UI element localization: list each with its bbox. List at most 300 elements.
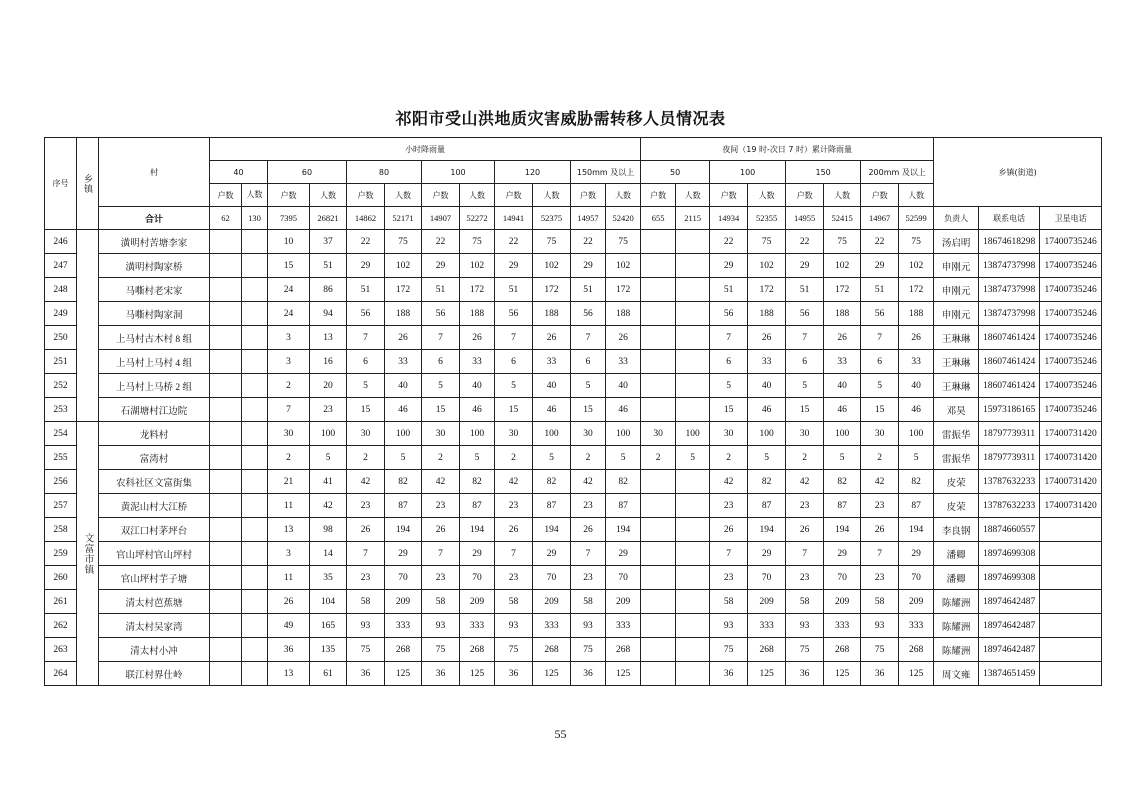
night-level-header: 150 (786, 161, 861, 184)
table-cell: 125 (533, 662, 571, 686)
table-cell (641, 590, 676, 614)
table-cell: 29 (495, 254, 533, 278)
person-in-charge: 邓昊 (934, 398, 979, 422)
table-cell: 75 (571, 638, 606, 662)
phone-number: 18607461424 (979, 326, 1040, 350)
table-cell: 6 (710, 350, 748, 374)
table-cell: 33 (824, 350, 861, 374)
table-cell: 29 (748, 542, 786, 566)
total-cell: 7395 (268, 207, 310, 230)
people-header: 人数 (242, 184, 268, 207)
table-cell: 172 (460, 278, 495, 302)
total-cell: 52599 (899, 207, 934, 230)
table-cell: 22 (422, 230, 460, 254)
table-cell: 46 (824, 398, 861, 422)
table-cell: 87 (899, 494, 934, 518)
phone-number: 13874737998 (979, 278, 1040, 302)
phone-number: 13787632233 (979, 470, 1040, 494)
table-cell (676, 542, 710, 566)
table-cell (641, 662, 676, 686)
village-name: 联江村界仕岭 (99, 662, 210, 686)
table-cell: 7 (571, 542, 606, 566)
table-cell: 188 (385, 302, 422, 326)
table-cell: 125 (606, 662, 641, 686)
person-in-charge: 申刚元 (934, 254, 979, 278)
table-cell: 40 (533, 374, 571, 398)
table-cell: 51 (495, 278, 533, 302)
table-cell: 194 (899, 518, 934, 542)
total-cell: 655 (641, 207, 676, 230)
phone-number: 18874660557 (979, 518, 1040, 542)
table-cell (641, 278, 676, 302)
phone-number: 18974642487 (979, 638, 1040, 662)
table-cell (242, 590, 268, 614)
table-cell: 35 (310, 566, 347, 590)
night-level-header: 100 (710, 161, 786, 184)
person-in-charge: 陈耀洲 (934, 590, 979, 614)
table-cell (676, 374, 710, 398)
table-cell: 2 (268, 446, 310, 470)
table-cell: 209 (385, 590, 422, 614)
table-cell: 23 (710, 494, 748, 518)
table-cell: 23 (422, 566, 460, 590)
row-number: 247 (45, 254, 77, 278)
table-cell: 33 (748, 350, 786, 374)
row-number: 263 (45, 638, 77, 662)
table-cell: 165 (310, 614, 347, 638)
total-cell: 52420 (606, 207, 641, 230)
table-cell: 75 (786, 638, 824, 662)
phone-number: 18797739311 (979, 422, 1040, 446)
total-cell: 52355 (748, 207, 786, 230)
table-cell: 51 (347, 278, 385, 302)
table-cell: 100 (676, 422, 710, 446)
table-cell: 56 (861, 302, 899, 326)
table-cell: 75 (748, 230, 786, 254)
table-cell: 93 (710, 614, 748, 638)
table-cell: 29 (571, 254, 606, 278)
phone-number: 15973186165 (979, 398, 1040, 422)
table-cell (242, 302, 268, 326)
table-cell: 26 (268, 590, 310, 614)
table-cell (210, 638, 242, 662)
table-cell: 51 (861, 278, 899, 302)
table-cell (676, 518, 710, 542)
person-in-charge: 皮荣 (934, 470, 979, 494)
table-cell: 16 (310, 350, 347, 374)
row-number: 248 (45, 278, 77, 302)
person-in-charge: 潘卿 (934, 566, 979, 590)
row-number: 246 (45, 230, 77, 254)
person-in-charge: 潘卿 (934, 542, 979, 566)
table-cell: 268 (606, 638, 641, 662)
table-cell: 51 (571, 278, 606, 302)
phone-number: 13874651459 (979, 662, 1040, 686)
table-cell: 22 (495, 230, 533, 254)
table-cell (242, 614, 268, 638)
table-cell (242, 398, 268, 422)
hourly-level-header: 80 (347, 161, 422, 184)
table-cell: 23 (710, 566, 748, 590)
table-cell: 58 (347, 590, 385, 614)
table-cell: 23 (861, 494, 899, 518)
table-cell: 26 (899, 326, 934, 350)
table-cell: 268 (748, 638, 786, 662)
table-cell: 268 (385, 638, 422, 662)
table-cell: 56 (786, 302, 824, 326)
table-cell (641, 326, 676, 350)
table-cell (210, 422, 242, 446)
table-cell (242, 542, 268, 566)
person-in-charge-header: 负责人 (934, 207, 979, 230)
table-cell: 82 (748, 470, 786, 494)
table-cell: 26 (385, 326, 422, 350)
table-cell: 5 (899, 446, 934, 470)
table-cell: 29 (533, 542, 571, 566)
table-cell (676, 494, 710, 518)
person-in-charge: 汤启明 (934, 230, 979, 254)
table-cell: 102 (460, 254, 495, 278)
table-cell: 87 (824, 494, 861, 518)
sat-phone-number: 17400735246 (1040, 302, 1102, 326)
table-cell: 188 (824, 302, 861, 326)
table-cell: 42 (861, 470, 899, 494)
table-cell: 2 (347, 446, 385, 470)
table-cell (676, 230, 710, 254)
table-cell: 61 (310, 662, 347, 686)
table-cell: 30 (422, 422, 460, 446)
table-cell: 21 (268, 470, 310, 494)
table-cell: 29 (385, 542, 422, 566)
table-cell: 56 (347, 302, 385, 326)
table-cell: 75 (606, 230, 641, 254)
table-cell: 30 (786, 422, 824, 446)
row-number: 250 (45, 326, 77, 350)
person-in-charge: 雷振华 (934, 446, 979, 470)
table-cell: 100 (533, 422, 571, 446)
table-row (45, 254, 1102, 278)
table-cell (210, 302, 242, 326)
table-cell: 75 (385, 230, 422, 254)
table-cell (210, 446, 242, 470)
person-in-charge: 王琳琳 (934, 326, 979, 350)
table-cell: 29 (899, 542, 934, 566)
township-cell-2: 文富市镇 (77, 422, 99, 686)
table-cell: 30 (495, 422, 533, 446)
table-cell: 102 (385, 254, 422, 278)
table-cell: 70 (824, 566, 861, 590)
table-cell (242, 230, 268, 254)
village-name: 石湖塘村江边院 (99, 398, 210, 422)
village-header: 村 (99, 138, 210, 207)
table-cell: 5 (710, 374, 748, 398)
table-row (45, 230, 1102, 254)
table-row (45, 422, 1102, 446)
table-cell (676, 350, 710, 374)
table-cell: 30 (347, 422, 385, 446)
phone-number: 18974699308 (979, 542, 1040, 566)
households-header: 户数 (861, 184, 899, 207)
phone-number: 18797739311 (979, 446, 1040, 470)
table-cell (242, 518, 268, 542)
table-cell: 5 (347, 374, 385, 398)
table-cell: 41 (310, 470, 347, 494)
table-cell: 46 (460, 398, 495, 422)
table-cell (676, 590, 710, 614)
table-cell: 209 (824, 590, 861, 614)
table-cell (242, 350, 268, 374)
night-rainfall-header: 夜间（19 时-次日 7 时）累计降雨量 (641, 138, 934, 161)
table-cell: 23 (571, 494, 606, 518)
person-in-charge: 王琳琳 (934, 374, 979, 398)
table-cell (242, 278, 268, 302)
table-cell: 333 (824, 614, 861, 638)
table-cell: 268 (824, 638, 861, 662)
table-cell: 51 (786, 278, 824, 302)
village-name: 龙料村 (99, 422, 210, 446)
table-cell: 15 (710, 398, 748, 422)
table-cell: 51 (710, 278, 748, 302)
table-cell: 2 (422, 446, 460, 470)
table-cell (676, 614, 710, 638)
table-cell: 268 (460, 638, 495, 662)
table-cell: 58 (861, 590, 899, 614)
table-cell: 93 (347, 614, 385, 638)
table-cell: 82 (899, 470, 934, 494)
table-row (45, 470, 1102, 494)
households-header: 户数 (571, 184, 606, 207)
table-cell: 6 (422, 350, 460, 374)
table-cell (210, 254, 242, 278)
table-cell (210, 494, 242, 518)
table-cell: 40 (899, 374, 934, 398)
table-cell (641, 230, 676, 254)
table-cell: 26 (748, 326, 786, 350)
table-cell (210, 470, 242, 494)
table-cell: 29 (861, 254, 899, 278)
table-cell (210, 518, 242, 542)
table-cell (210, 662, 242, 686)
table-cell (641, 542, 676, 566)
table-cell: 36 (710, 662, 748, 686)
table-cell: 188 (606, 302, 641, 326)
table-cell (242, 638, 268, 662)
total-cell: 2115 (676, 207, 710, 230)
sat-phone-number (1040, 566, 1102, 590)
table-cell: 70 (748, 566, 786, 590)
table-cell: 29 (347, 254, 385, 278)
table-cell: 14 (310, 542, 347, 566)
table-cell (676, 470, 710, 494)
table-cell: 56 (495, 302, 533, 326)
person-in-charge: 李良钢 (934, 518, 979, 542)
table-cell: 75 (899, 230, 934, 254)
person-in-charge: 陈耀洲 (934, 638, 979, 662)
table-row (45, 326, 1102, 350)
table-cell: 87 (533, 494, 571, 518)
people-header: 人数 (748, 184, 786, 207)
table-cell: 75 (347, 638, 385, 662)
sat-phone-number: 17400735246 (1040, 326, 1102, 350)
table-cell: 333 (899, 614, 934, 638)
table-cell: 75 (533, 230, 571, 254)
table-cell (210, 614, 242, 638)
table-cell: 188 (460, 302, 495, 326)
table-cell: 70 (533, 566, 571, 590)
table-cell: 30 (710, 422, 748, 446)
sat-phone-header: 卫星电话 (1040, 207, 1102, 230)
table-cell: 194 (385, 518, 422, 542)
table-cell: 209 (606, 590, 641, 614)
table-cell (210, 398, 242, 422)
table-row (45, 638, 1102, 662)
phone-number: 18974642487 (979, 614, 1040, 638)
table-cell (641, 254, 676, 278)
phone-number: 13787632233 (979, 494, 1040, 518)
table-row (45, 278, 1102, 302)
table-cell: 33 (899, 350, 934, 374)
table-cell: 209 (748, 590, 786, 614)
sat-phone-number: 17400735246 (1040, 350, 1102, 374)
table-cell: 87 (385, 494, 422, 518)
phone-number: 13874737998 (979, 254, 1040, 278)
table-row (45, 662, 1102, 686)
row-number: 253 (45, 398, 77, 422)
phone-number: 18974699308 (979, 566, 1040, 590)
table-cell: 6 (861, 350, 899, 374)
table-cell: 100 (385, 422, 422, 446)
row-number: 249 (45, 302, 77, 326)
table-cell: 23 (310, 398, 347, 422)
table-cell: 125 (748, 662, 786, 686)
table-cell: 7 (861, 326, 899, 350)
table-cell: 58 (571, 590, 606, 614)
table-cell: 42 (422, 470, 460, 494)
table-cell: 40 (385, 374, 422, 398)
table-cell (210, 566, 242, 590)
table-cell: 100 (310, 422, 347, 446)
households-header: 户数 (422, 184, 460, 207)
person-in-charge: 申刚元 (934, 302, 979, 326)
sat-phone-number (1040, 662, 1102, 686)
table-cell: 23 (422, 494, 460, 518)
table-cell (641, 518, 676, 542)
table-row (45, 398, 1102, 422)
hourly-level-header: 40 (210, 161, 268, 184)
row-number: 260 (45, 566, 77, 590)
village-name: 上马村上马村 4 组 (99, 350, 210, 374)
village-name: 上马村上马桥 2 组 (99, 374, 210, 398)
table-cell: 194 (748, 518, 786, 542)
people-header: 人数 (824, 184, 861, 207)
township-cell-1 (77, 230, 99, 422)
table-cell: 40 (460, 374, 495, 398)
table-cell: 7 (347, 326, 385, 350)
table-cell: 5 (422, 374, 460, 398)
sat-phone-number: 17400735246 (1040, 254, 1102, 278)
table-cell: 15 (347, 398, 385, 422)
table-cell: 172 (824, 278, 861, 302)
table-cell: 33 (460, 350, 495, 374)
table-cell: 40 (748, 374, 786, 398)
village-name: 农科社区文富街集 (99, 470, 210, 494)
table-cell: 42 (310, 494, 347, 518)
table-cell: 49 (268, 614, 310, 638)
table-cell (641, 638, 676, 662)
sat-phone-number (1040, 542, 1102, 566)
table-cell: 13 (268, 662, 310, 686)
table-cell (242, 494, 268, 518)
table-cell: 82 (533, 470, 571, 494)
page-number: 55 (554, 727, 567, 741)
table-cell: 22 (347, 230, 385, 254)
table-cell: 125 (824, 662, 861, 686)
table-cell: 268 (533, 638, 571, 662)
people-header: 人数 (676, 184, 710, 207)
table-cell: 3 (268, 326, 310, 350)
table-cell: 75 (495, 638, 533, 662)
table-cell (676, 662, 710, 686)
table-cell: 194 (533, 518, 571, 542)
sat-phone-number (1040, 590, 1102, 614)
township-street-header: 乡镇(街道) (934, 138, 1102, 207)
table-cell: 26 (571, 518, 606, 542)
total-cell: 26821 (310, 207, 347, 230)
table-cell: 82 (606, 470, 641, 494)
table-cell: 3 (268, 542, 310, 566)
table-cell: 5 (861, 374, 899, 398)
table-cell: 7 (268, 398, 310, 422)
table-cell: 23 (786, 494, 824, 518)
table-cell (641, 470, 676, 494)
row-number: 261 (45, 590, 77, 614)
table-cell: 33 (533, 350, 571, 374)
table-cell (676, 566, 710, 590)
table-cell: 36 (861, 662, 899, 686)
table-cell: 333 (385, 614, 422, 638)
table-cell: 102 (899, 254, 934, 278)
table-cell: 5 (676, 446, 710, 470)
sat-phone-number: 17400735246 (1040, 230, 1102, 254)
households-header: 户数 (268, 184, 310, 207)
table-cell: 5 (824, 446, 861, 470)
table-cell (210, 326, 242, 350)
total-cell: 14955 (786, 207, 824, 230)
table-cell: 7 (422, 542, 460, 566)
sat-phone-number: 17400735246 (1040, 374, 1102, 398)
table-cell (242, 326, 268, 350)
table-cell: 333 (533, 614, 571, 638)
person-in-charge: 王琳琳 (934, 350, 979, 374)
table-cell (210, 590, 242, 614)
table-cell: 26 (710, 518, 748, 542)
table-cell: 7 (786, 326, 824, 350)
person-in-charge: 申刚元 (934, 278, 979, 302)
table-cell (210, 350, 242, 374)
table-cell: 87 (460, 494, 495, 518)
sat-phone-number: 17400731420 (1040, 422, 1102, 446)
table-cell (210, 278, 242, 302)
total-cell: 14941 (495, 207, 533, 230)
total-cell: 62 (210, 207, 242, 230)
table-cell: 30 (861, 422, 899, 446)
table-cell: 2 (268, 374, 310, 398)
village-name: 黄泥山村大江桥 (99, 494, 210, 518)
sat-phone-number: 17400731420 (1040, 470, 1102, 494)
table-cell: 7 (495, 542, 533, 566)
table-cell: 100 (748, 422, 786, 446)
table-cell: 93 (571, 614, 606, 638)
